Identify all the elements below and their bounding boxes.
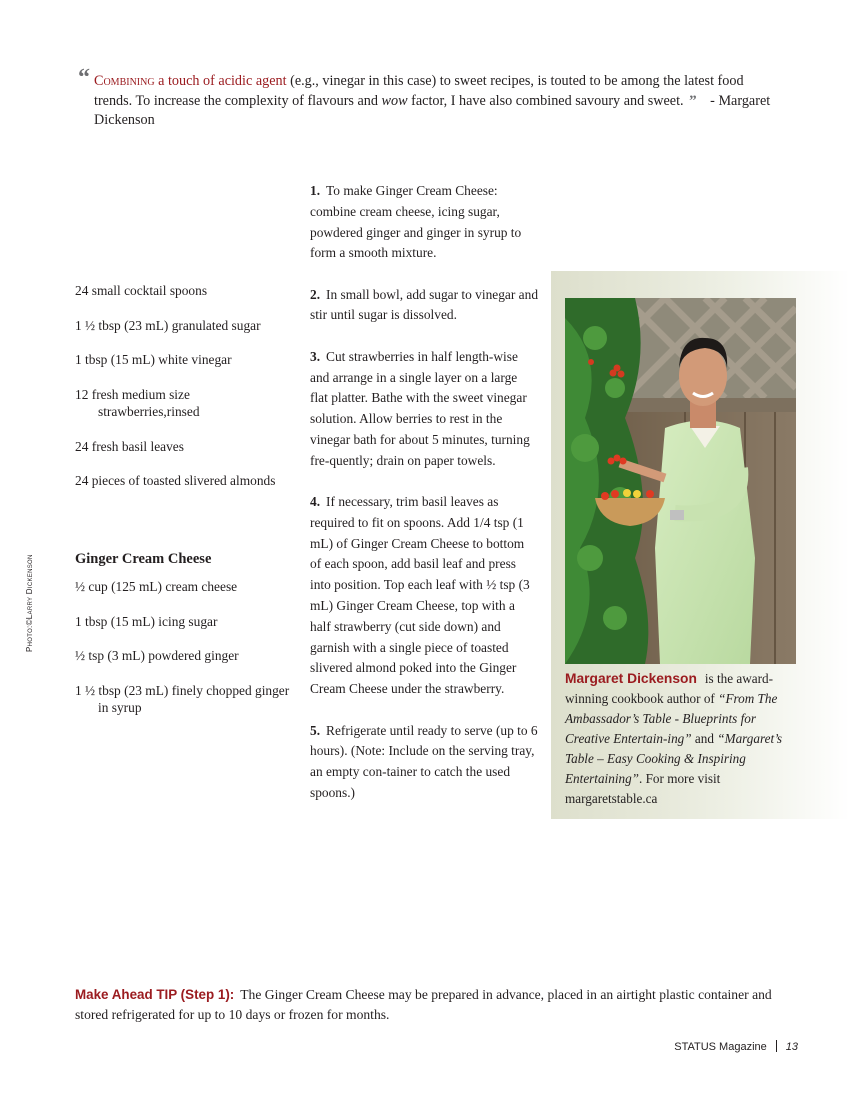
author-bio (565, 669, 795, 809)
intro-lead (94, 73, 287, 89)
open-quote-mark: “ (78, 65, 90, 91)
bio-text-3: . For more visit margaretstable.ca (565, 771, 721, 806)
intro-text-1: (e.g., vinegar in this case) to sweet recipes, is touted to be among the latest food trends. To increase the complexity of flavours and (94, 73, 744, 109)
ginger-cream-cheese-heading: Ginger Cream Cheese (75, 550, 212, 567)
ingredient-list (75, 282, 290, 734)
method-steps (310, 181, 538, 824)
step-number: 2. (310, 286, 321, 302)
step-2 (310, 285, 538, 327)
close-quote-mark: ” (689, 92, 697, 109)
step-text: If necessary, trim basil leaves as required to fit on spoons. Add 1/4 tsp (1 mL) of Ginger Cream Cheese to bottom of each spoon, add basil leaf and press into position. Top each leaf with ½ tsp (3 mL) Ginger Cream Cheese, top with a half strawberry (cut side down) and garnish with a single piece of toasted slivered almond poked into the Ginger Cream Cheese under the strawberry. (310, 494, 530, 697)
author-name: Margaret Dickenson (565, 671, 697, 686)
intro-lead-rest: a touch of acidic agent (154, 73, 287, 89)
tip-label: Make Ahead TIP (Step 1): (75, 987, 235, 1002)
step-number: 1. (310, 183, 321, 198)
ingredient-item: 1 tbsp (15 mL) white vinegar (75, 352, 232, 367)
step-4 (310, 492, 538, 700)
author-photo (565, 298, 796, 664)
bio-text-2: and (691, 731, 718, 746)
ingredient-item: 1 ½ tbsp (23 mL) finely chopped ginger in syrup (75, 682, 290, 715)
step-text: In small bowl, add sugar to vinegar and stir until sugar is dissolved. (310, 286, 539, 323)
ingredient-item: 12 fresh medium size strawberries,rinsed (75, 386, 200, 419)
step-5 (310, 721, 538, 804)
ingredient-item: 24 small cocktail spoons (75, 283, 208, 298)
step-number: 3. (310, 348, 321, 364)
bio-text-1: is the award-winning cookbook author of (565, 671, 773, 706)
tip-text: The Ginger Cream Cheese may be prepared in advance, placed in an airtight plastic container and stored refrigerated for up to 10 days or frozen for months. (75, 987, 772, 1022)
step-3 (310, 347, 538, 472)
ingredient-item: 24 fresh basil leaves (75, 438, 184, 454)
ingredient-item: 24 pieces of toasted slivered almonds (75, 473, 276, 488)
page-number: 13 (785, 1041, 798, 1053)
step-text: Cut strawberries in half length-wise and arrange in a single layer on a large flat platter. Bathe with the sweet vinegar solution. Allow berries to rest in the vinegar bath for about 5 minutes, turning fre-quently; drain on paper towels. (310, 348, 530, 468)
intro-emphasis: wow (381, 92, 408, 109)
book-title-1: “From The Ambassador’s Table - Blueprints for Creative Entertain-ing” (565, 691, 778, 746)
ingredient-item: 1 tbsp (15 mL) icing sugar (75, 613, 218, 629)
page-footer (674, 1040, 798, 1053)
publication-name: STATUS Magazine (674, 1041, 767, 1053)
make-ahead-tip (75, 985, 795, 1025)
step-text: Refrigerate until ready to serve (up to 6 hours). (Note: Include on the serving tray, an empty con-tainer to catch the used spoons.) (310, 722, 538, 800)
step-number: 4. (310, 494, 321, 510)
author-panel (551, 271, 850, 819)
footer-divider (776, 1040, 777, 1052)
step-number: 5. (310, 722, 321, 738)
book-title-2: “Margaret’s Table – Easy Cooking & Inspiring Entertaining” (565, 731, 782, 786)
intro-text-2: factor, I have also combined savoury and sweet. (407, 92, 684, 109)
photo-credit: Photo:©Larry Dickenson (25, 554, 34, 652)
step-text: To make Ginger Cream Cheese: combine cream cheese, icing sugar, powdered ginger and ginger in syrup to form a smooth mixture. (310, 183, 522, 261)
intro-lead-caps: Combining (94, 73, 155, 89)
ingredient-item: ½ cup (125 mL) cream cheese (75, 579, 238, 594)
step-1 (310, 181, 538, 264)
ingredient-item: 1 ½ tbsp (23 mL) granulated sugar (75, 317, 261, 333)
ingredient-item: ½ tsp (3 mL) powdered ginger (75, 648, 239, 663)
quote-attribution: - Margaret Dickenson (94, 92, 771, 128)
intro-quote (78, 65, 778, 131)
